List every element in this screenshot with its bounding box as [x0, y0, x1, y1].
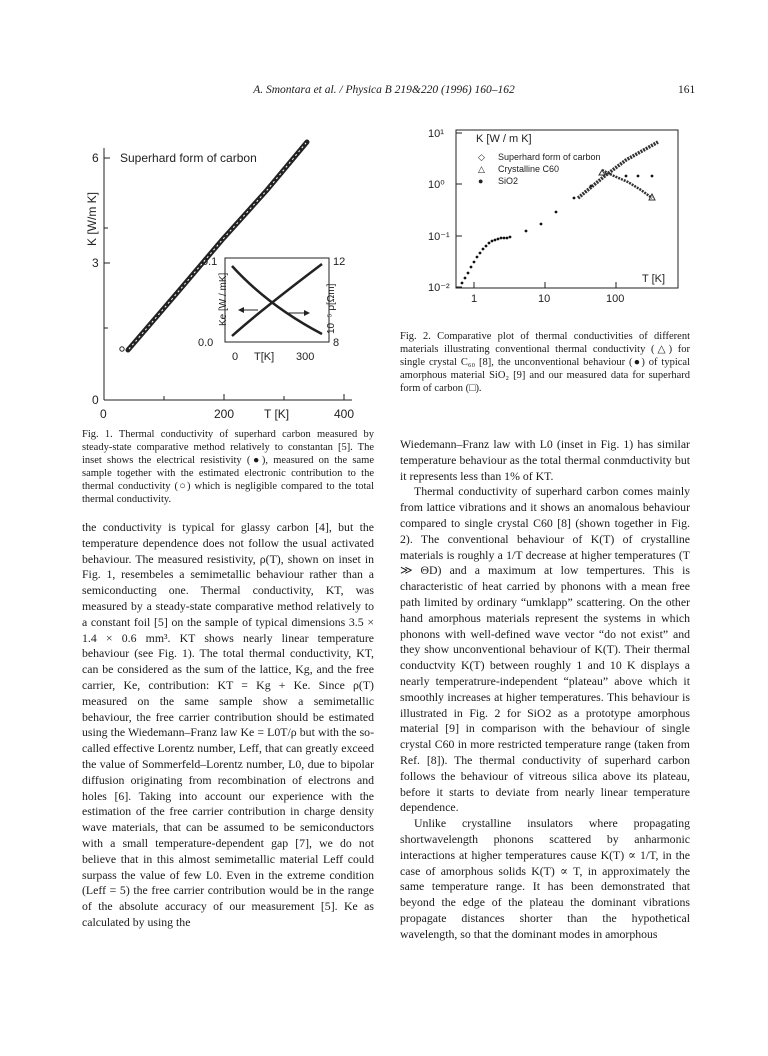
fig1-ytick-3: 3: [92, 256, 99, 270]
fig2-legend-symbol-c60: △: [478, 164, 485, 174]
figure-2-plot: [416, 120, 688, 320]
fig1-ytick-0: 0: [92, 393, 99, 407]
fig1-inset-right-label: 10⁻⁵ ρ[Ωm]: [326, 283, 337, 334]
figure-1: [82, 128, 382, 424]
fig2-ytick-10-1: 10¹: [428, 128, 444, 140]
right-paragraph-2: Thermal conductivity of superhard carbon comes mainly from lattice vibrations and it shows an anomalous behaviour compared to single crystal C60 [8] (shown together in Fig. 2). The conventional behaviour of K(T) of crystalline materials is roughly a 1/T decrease at higher temperatures (T ≫ ΘD) and a maximum at low tempertures. This is characteristic of heat carried by phonons with a mean free path limited by ordinary “umklapp” scattering. On the other hand amorphous materials represent the systems in which phonons with well-defined wave vector “do not exist” and they show unconventional behaviour of K(T). Their thermal conductvity K(T) between roughly 1 and 10 K displays a nearly temperatrure-independent “plateau” above which it smoothly increases at higher temperatures. This behaviour is illustrated in Fig. 2 for SiO2 as a prototype amorphous material [9] in comparison with the behaviour of single crystal C60 in more restricted temperature range (taken from Ref. [8]). The thermal conductivity of superhard carbon follows the behaviour of vitreous silica above its plateau, before it starts to deviate from nearly linear temperature dependence.: [400, 484, 690, 815]
right-paragraph-1: Wiedemann–Franz law with L0 (inset in Fig. 1) has similar temperature behaviour as the total thermal conmductivity but it represents less than 1% of KT.: [400, 437, 690, 483]
right-paragraph-3: Unlike crystalline insulators where propagating shortwavelength phonons scattered by anharmonic interactions at higher temperatures cause K(T) ∝ 1/T, in the case of amorphous solids K(T) ∝ T, in approximately the same temperature range. It has been demonstrated that beyond the edge of the plateau the dominant vibrations propagate distances shorter than the hypothetical wavelength, so that the dominant modes in amorphous: [400, 816, 690, 941]
figure-1-caption: Fig. 1. Thermal conductivity of superhard carbon measured by steady-state comparative method relatively to constantan [5]. The inset shows the electrical resistivity (●), measured on the same sample together with the estimated electronic contribution to the thermal conductivity (○) which is negligible compared to the total thermal conductivity.: [82, 429, 374, 505]
fig1-inset-rtick-bot: 8: [333, 337, 340, 349]
fig1-outlier-point: [120, 347, 124, 351]
fig1-inset-left-label: Ke [W / mK]: [218, 272, 229, 326]
page-number: 161: [678, 84, 696, 96]
figure-2-caption: Fig. 2. Comparative plot of thermal conductivities of different materials illustrating conventional thermal conductivity (△) for single crystal C₆₀ [8], the unconventional behaviour (●) of typical amorphous material SiO₂ [9] and our measured data for superhard form of carbon (□).: [400, 331, 690, 394]
fig2-y-label: K [W / m K]: [476, 133, 532, 145]
figure-2: [416, 120, 688, 320]
fig2-ytick-10-m2: 10⁻²: [428, 282, 450, 294]
fig2-legend-c60: Crystalline C60: [498, 164, 560, 174]
fig2-ytick-10-0: 10⁰: [428, 179, 445, 191]
fig2-xtick-100: 100: [606, 293, 625, 305]
fig2-xtick-10: 10: [538, 293, 551, 305]
fig2-carbon-series: [578, 142, 658, 198]
fig1-inset-rtick-top: 12: [333, 256, 346, 268]
fig2-ytick-10-m1: 10⁻¹: [428, 231, 450, 243]
fig2-legend-symbol-carbon: ◇: [478, 152, 485, 162]
fig1-inset-ltick-top: 0.1: [202, 256, 218, 268]
left-paragraph-1: the conductivity is typical for glassy carbon [4], but the temperature dependence does not follow the usual activated behaviour. The measured resistivity, ρ(T), shown on inset in Fig. 1, resembeles a semimetallic behaviour rather than a semiconducting one. Thermal conductivity, KT, was measured by a steady-state comparative method relatively to a constant foil [5] on the sample of typical dimensions 3.5 × 1.4 × 0.6 mm³. KT shows nearly linear temperature behaviour (see Fig. 1). The total thermal conductivity, KT, can be considered as the sum of the lattice, Kg, and the free carrier, Ke, contribution: KT = Kg + Ke. Since ρ(T) measured on the same sample show a semimetallic behaviour, the free carrier contribution should be estimated using the Wiedemann–Franz law Ke = L0T/ρ but with the so-called effective Lorentz number, Leff, that can greatly exceed the value of Sommerfeld–Lorentz number, L0, due to bipolar diffusion originating from recombination of electrons and holes [6]. Taking into account our experience with the estimation of the free carrier contribution in charge density wave materials, that can be assumed to be semiconductors with a small temperature-dependent gap [7], we do not believe that in this almost semimetallic material Leff could surpass the value of few L0. Even in the extreme condition (Leff = 5) the free carrier contribution would be in the range of the absolute accuracy of our measurement [5]. Ke as calculated by using the: [82, 520, 374, 929]
fig1-inset-x-label: T[K]: [254, 351, 275, 363]
journal-citation: A. Smontara et al. / Physica B 219&220 (1996) 160–162: [253, 84, 515, 96]
fig1-xtick-400: 400: [334, 407, 355, 421]
fig2-xtick-1: 1: [471, 293, 478, 305]
fig1-y-label: K [W/m K]: [85, 192, 99, 246]
fig2-x-label: T [K]: [642, 273, 666, 285]
fig1-xtick-200: 200: [214, 407, 235, 421]
fig2-legend-symbol-sio2: ●: [478, 176, 484, 186]
fig1-ytick-6: 6: [92, 151, 99, 165]
fig1-xtick-0: 0: [100, 407, 107, 421]
fig1-inset-xtick-300: 300: [296, 351, 315, 363]
fig1-legend: Superhard form of carbon: [120, 151, 257, 165]
fig1-inset-ltick-bot: 0.0: [198, 337, 214, 349]
fig2-sio2-series: [461, 175, 654, 285]
figure-1-plot: [82, 128, 382, 424]
fig2-legend-carbon: Superhard form of carbon: [498, 152, 601, 162]
right-column: [400, 437, 690, 943]
fig2-legend-sio2: SiO2: [498, 176, 519, 186]
left-column: [82, 520, 374, 931]
fig1-x-label: T [K]: [264, 407, 290, 421]
fig1-inset-xtick-0: 0: [232, 351, 239, 363]
